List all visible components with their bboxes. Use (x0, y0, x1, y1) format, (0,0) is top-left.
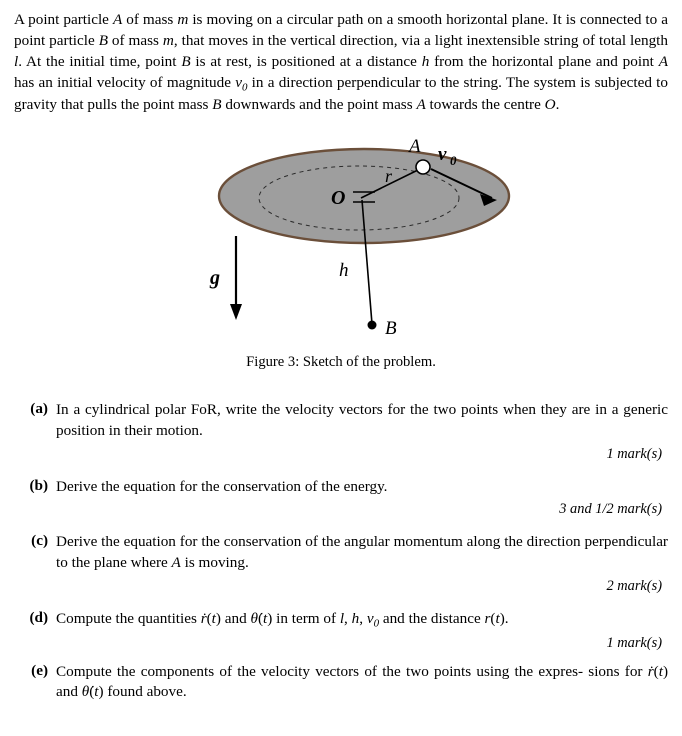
question-item-c (14, 532, 668, 573)
question-marks-b: 3 and 1/2 mark(s) (559, 501, 662, 518)
question-item-e (14, 662, 668, 703)
figure-svg (14, 126, 668, 378)
question-item-b (14, 477, 668, 498)
problem-figure (14, 126, 668, 378)
question-label-d: (d) (29, 608, 48, 626)
label-v0: v (438, 144, 447, 166)
question-label-b: (b) (29, 476, 48, 494)
label-o: O (331, 187, 346, 210)
label-a: A (409, 136, 421, 158)
question-label-e: (e) (31, 661, 48, 679)
question-text-d: Compute the quantities ṙ(t) and θ̇(t) in term of l, h, $v_0$ and the distance r(t). (56, 609, 509, 629)
question-list (14, 400, 668, 703)
label-r: r (385, 166, 393, 187)
figure-caption: Figure 3: Sketch of the problem. (246, 354, 436, 371)
label-g: g (210, 267, 220, 290)
question-marks-a: 1 mark(s) (606, 445, 662, 462)
gravity-arrow-head (230, 304, 242, 320)
label-b: B (385, 318, 397, 340)
label-h: h (339, 260, 349, 282)
point-b-marker (368, 321, 377, 330)
question-text-e: Compute the components of the velocity vectors of the two points using the expres- sions for ṙ(t) and θ̇(t) found above. (56, 662, 668, 701)
label-v0-subscript: 0 (450, 153, 457, 169)
question-label-a: (a) (30, 400, 48, 418)
question-item-d (14, 609, 668, 631)
point-a-marker (416, 160, 430, 174)
question-marks-c: 2 mark(s) (606, 577, 662, 594)
question-text-a: In a cylindrical polar FoR, write the velocity vectors for the two points when they are in a generic position in their motion. (56, 401, 668, 439)
question-text-c: Derive the equation for the conservation of the angular momentum along the direction perpendicular to the plane where A is moving. (56, 533, 668, 571)
question-label-c: (c) (31, 532, 48, 550)
question-item-a (14, 400, 668, 441)
question-marks-d: 1 mark(s) (606, 634, 662, 651)
question-text-b: Derive the equation for the conservation of the energy. (56, 477, 388, 495)
problem-statement: A point particle A of mass m is moving on a circular path on a smooth horizontal plane. It is connected to a point particle B of mass m, that moves in the vertical direction, via a light inextensible string of total length l. At the initial time, point B is at rest, is positioned at a distance h from the horizontal plane and point A has an initial velocity of magnitude $v_0$ in a direction perpendicular to the string. The system is subjected to gravity that pulls the point mass B downwards and the point mass A towards the centre O. (14, 11, 669, 114)
